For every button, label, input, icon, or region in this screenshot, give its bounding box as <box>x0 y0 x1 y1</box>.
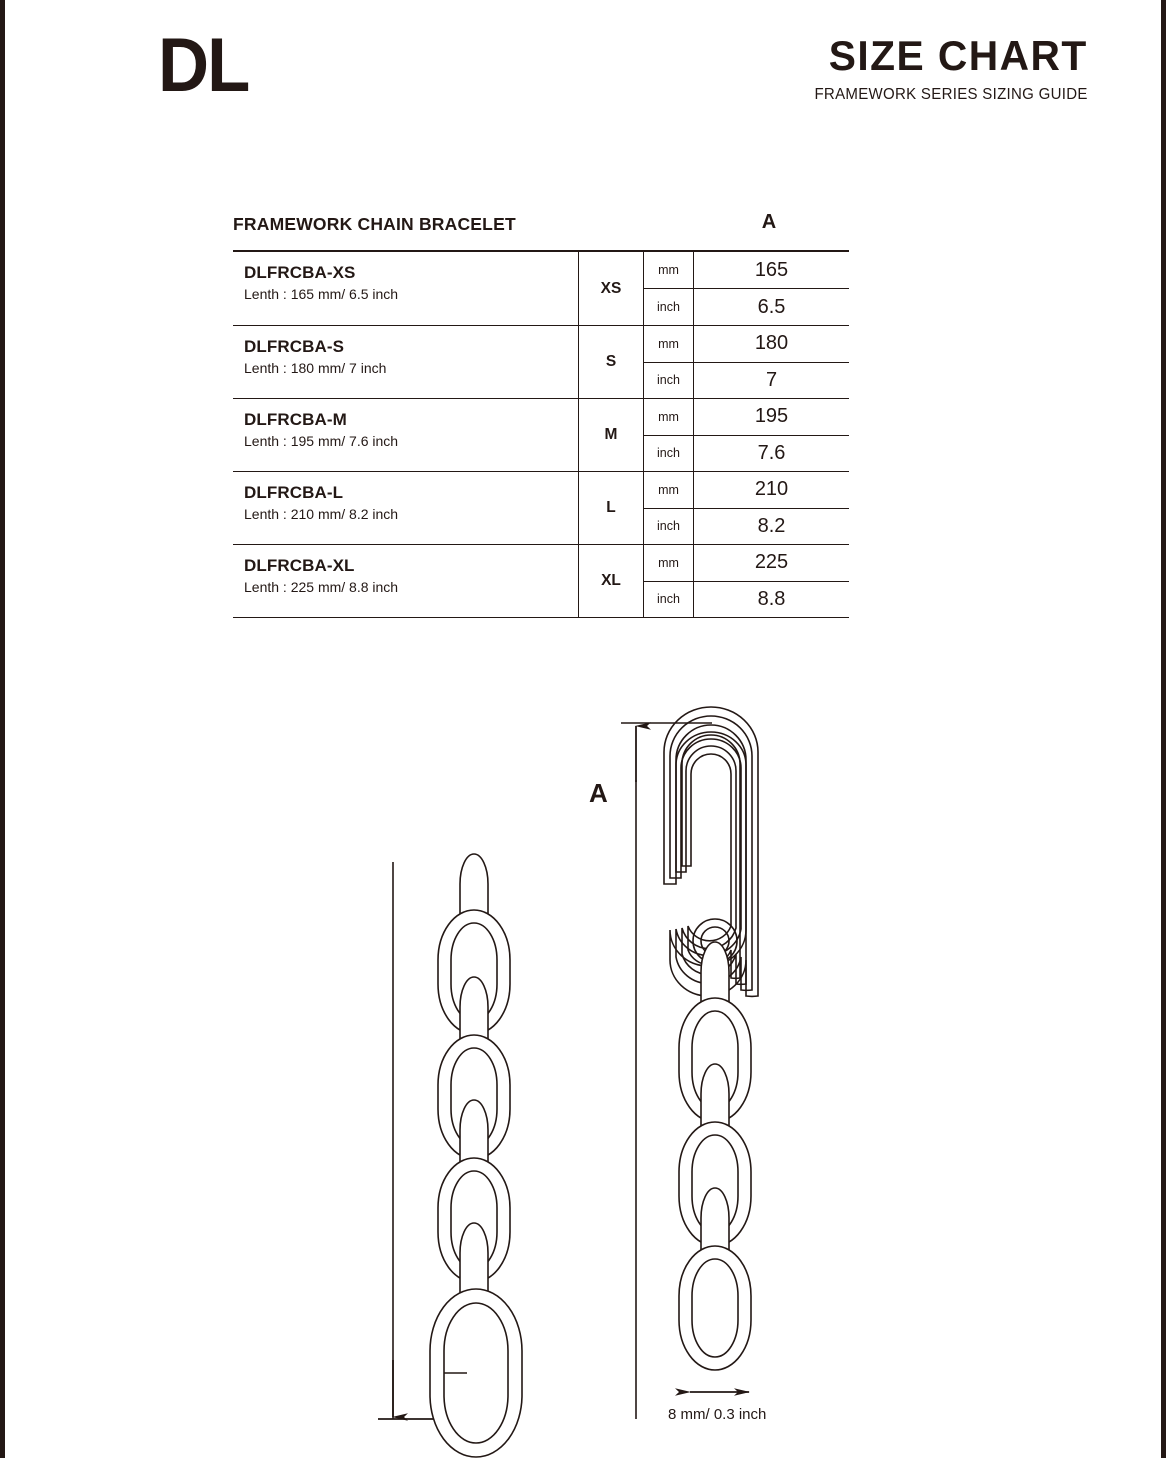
value-inch: 7 <box>693 363 849 399</box>
unit-label-inch: inch <box>657 519 680 534</box>
length-label: Lenth : 195 mm/ 7.6 inch <box>244 433 399 450</box>
page-subtitle: FRAMEWORK SERIES SIZING GUIDE <box>814 86 1088 104</box>
measurement-row-mm <box>644 326 849 362</box>
size-table <box>233 211 849 618</box>
unit-label-mm: mm <box>658 263 679 277</box>
measurement-row-inch <box>644 508 849 545</box>
value-mm: 180 <box>693 326 849 362</box>
unit-label-mm: mm <box>658 336 679 351</box>
page-title: SIZE CHART <box>829 32 1088 79</box>
header-title-block <box>806 34 1088 104</box>
measurement-cells <box>643 399 849 471</box>
unit-label-inch: inch <box>657 373 680 388</box>
product-cell <box>233 326 578 398</box>
product-cell <box>233 252 578 325</box>
measurement-row-mm <box>644 252 849 288</box>
sku-label: DLFRCBA-S <box>244 337 345 356</box>
dimension-a-label: A <box>589 778 608 808</box>
measurement-cells <box>643 326 849 398</box>
value-inch: 8.2 <box>693 509 849 545</box>
unit-label-mm: mm <box>658 409 679 424</box>
dimension-a-header: A <box>761 211 777 233</box>
length-label: Lenth : 225 mm/ 8.8 inch <box>244 579 399 596</box>
width-dimension-label: 8 mm/ 0.3 inch <box>668 1406 767 1423</box>
table-row <box>233 398 849 471</box>
size-code-cell: M <box>578 399 643 471</box>
right-chain-drawing <box>621 707 758 1419</box>
length-label: Lenth : 165 mm/ 6.5 inch <box>244 286 399 303</box>
value-inch: 8.8 <box>693 582 849 618</box>
length-label: Lenth : 210 mm/ 8.2 inch <box>244 506 399 523</box>
value-mm: 195 <box>693 399 849 435</box>
size-code-cell: XS <box>578 252 643 325</box>
brand-logo: DL <box>158 23 249 108</box>
measurement-cells <box>643 472 849 544</box>
chain-link <box>679 1246 751 1370</box>
table-row <box>233 544 849 617</box>
size-table-header <box>233 211 849 250</box>
value-inch: 6.5 <box>693 289 849 325</box>
measurement-row-mm <box>644 545 849 581</box>
size-code-cell: XL <box>578 545 643 617</box>
size-code-cell: S <box>578 326 643 398</box>
sku-label: DLFRCBA-M <box>244 410 347 429</box>
unit-label-inch: inch <box>657 446 680 461</box>
value-mm: 225 <box>693 545 849 581</box>
value-mm: 165 <box>693 252 849 288</box>
table-row <box>233 252 849 325</box>
table-row <box>233 325 849 398</box>
unit-label-inch: inch <box>657 592 680 607</box>
size-code-cell: L <box>578 472 643 544</box>
table-bottom-rule <box>233 617 849 618</box>
unit-label-mm: mm <box>658 555 679 570</box>
technical-drawing <box>0 660 1166 1458</box>
measurement-row-inch <box>644 288 849 325</box>
product-cell <box>233 399 578 471</box>
sku-label: DLFRCBA-L <box>244 483 344 502</box>
length-label: Lenth : 180 mm/ 7 inch <box>244 360 387 377</box>
table-row <box>233 471 849 544</box>
measurement-cells <box>643 252 849 325</box>
unit-label-inch: inch <box>657 300 680 314</box>
measurement-row-mm <box>644 472 849 508</box>
product-cell <box>233 472 578 544</box>
value-inch: 7.6 <box>693 436 849 472</box>
product-cell <box>233 545 578 617</box>
value-mm: 210 <box>693 472 849 508</box>
measurement-cells <box>643 545 849 617</box>
left-chain-drawing <box>378 854 522 1457</box>
measurement-row-mm <box>644 399 849 435</box>
measurement-row-inch <box>644 362 849 399</box>
product-name-header: FRAMEWORK CHAIN BRACELET <box>233 214 516 234</box>
sku-label: DLFRCBA-XL <box>244 556 355 575</box>
measurement-row-inch <box>644 435 849 472</box>
chain-end-ring <box>430 1289 522 1457</box>
unit-label-mm: mm <box>658 482 679 497</box>
measurement-row-inch <box>644 581 849 618</box>
sku-label: DLFRCBA-XS <box>244 263 356 282</box>
size-table-body <box>233 252 849 617</box>
